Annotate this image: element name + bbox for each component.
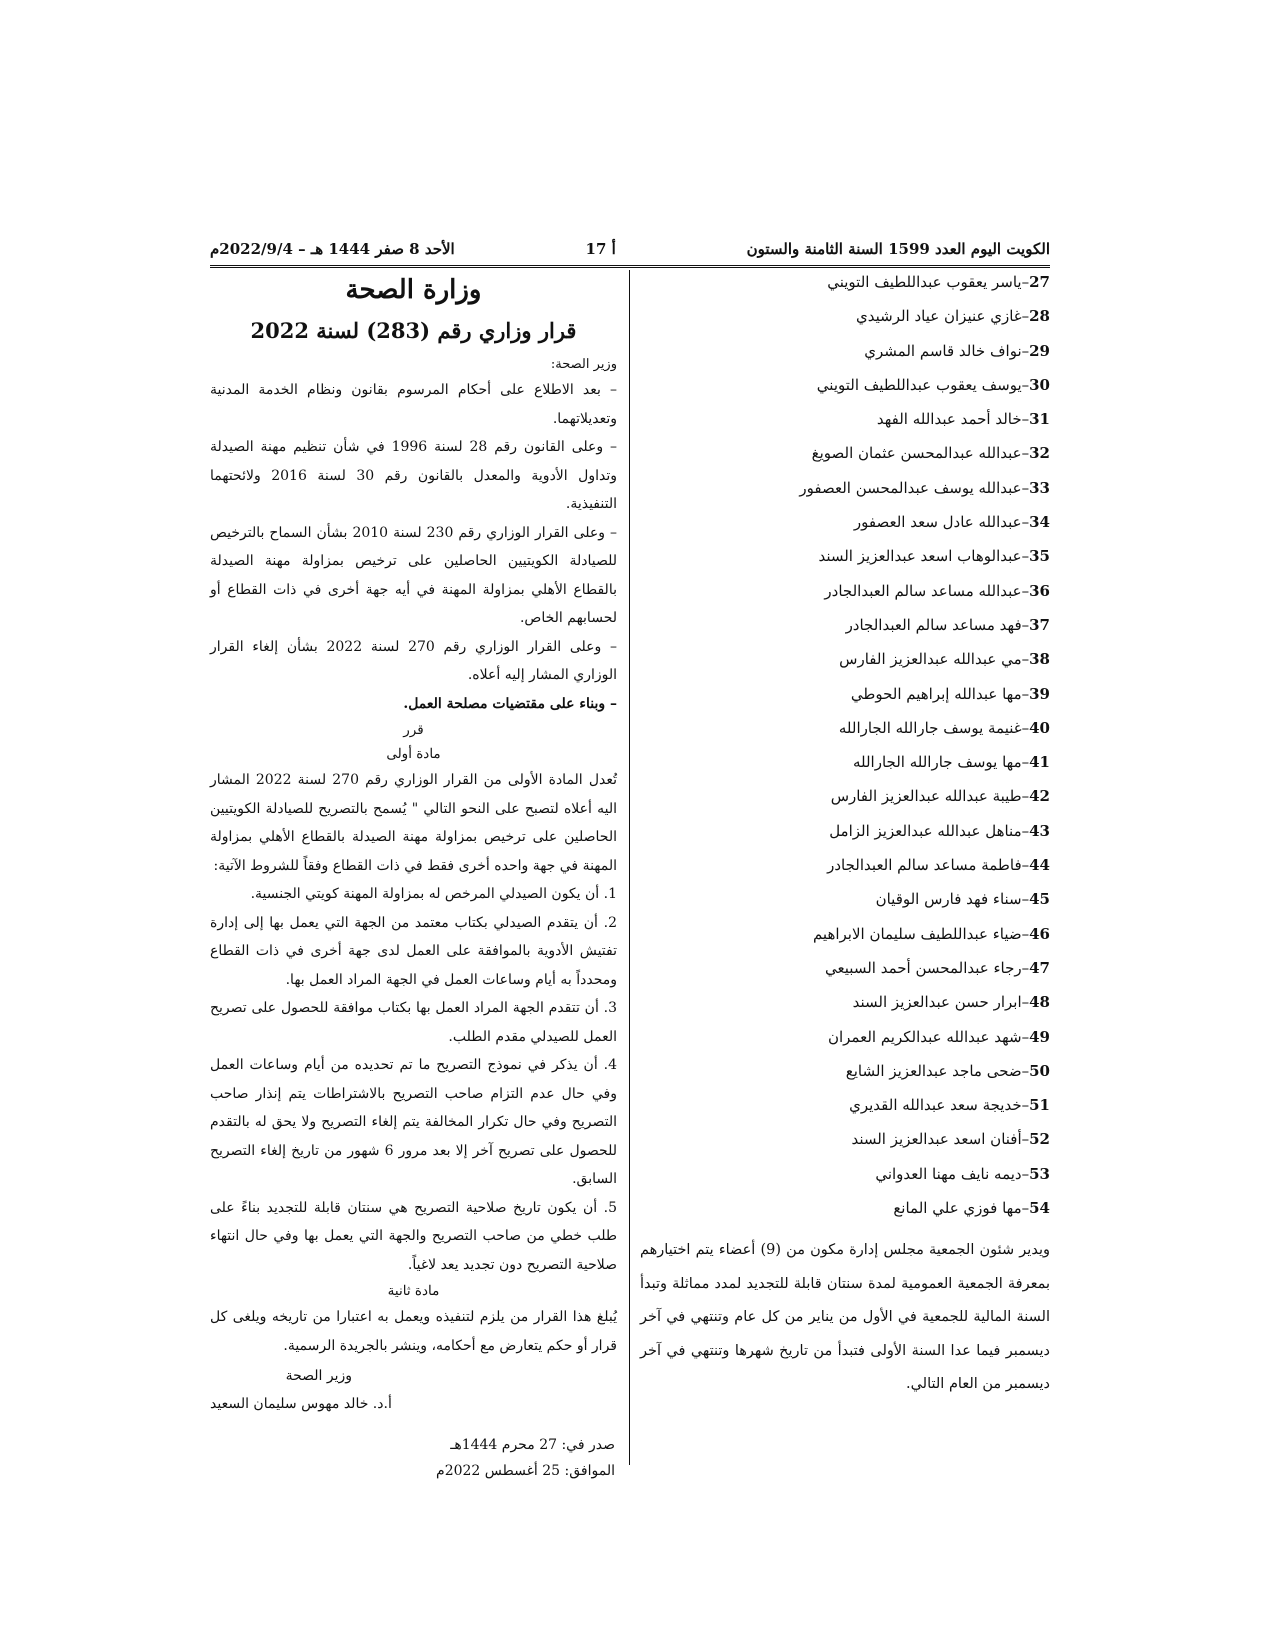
list-item-number: 41 xyxy=(1029,753,1050,772)
signature-block xyxy=(210,1362,617,1418)
list-item-name: –نواف خالد قاسم المشري xyxy=(864,341,1030,360)
list-item xyxy=(640,409,1050,443)
list-item-name: –ديمه نايف مهنا العدواني xyxy=(875,1164,1030,1183)
preamble-clause: – وعلى القرار الوزاري رقم 230 لسنة 2010 بشأن السماح بالترخيص للصيادلة الكويتيين الحاصلين على ترخيص بمزاولة مهنة الصيدلة بالقطاع الأهلي بمزاولة المهنة في أيه جهة أخرى في ذات القطاع أو لحسابهم الخاص. xyxy=(210,524,618,626)
list-item-number: 54 xyxy=(1029,1199,1050,1218)
list-item xyxy=(640,1164,1050,1198)
header-newspaper-issue: الكويت اليوم العدد 1599 السنة الثامنة والستون xyxy=(746,240,1050,258)
list-item-number: 40 xyxy=(1029,718,1050,737)
list-item xyxy=(640,718,1050,752)
list-item-name: –خالد أحمد عبدالله الفهد xyxy=(876,410,1030,429)
board-paragraph: ويدير شئون الجمعية مجلس إدارة مكون من (9) أعضاء يتم اختيارهم بمعرفة الجمعية العمومية لمدة سنتان قابلة للتجديد لمدد مماثلة وتبدأ السنة المالية للجمعية في الأول من يناير من كل عام وتنتهي في آخر ديسمبر فيما عدا السنة الأولى فتبدأ من تاريخ شهرها وتنتهي في آخر ديسمبر من العام التالي. xyxy=(640,1242,1050,1393)
list-item-number: 45 xyxy=(1029,890,1050,909)
preamble xyxy=(210,376,617,690)
header-date: الأحد 8 صفر 1444 هـ – 2022/9/4م xyxy=(210,240,455,258)
list-item xyxy=(640,546,1050,580)
list-item-name: –مها يوسف جارالله الجارالله xyxy=(852,753,1030,772)
list-item-number: 39 xyxy=(1029,684,1050,703)
list-item xyxy=(640,615,1050,649)
list-item xyxy=(640,443,1050,477)
list-item-number: 52 xyxy=(1029,1130,1050,1149)
list-item-number: 51 xyxy=(1029,1096,1050,1115)
list-item-name: –مها عبدالله إبراهيم الحوطي xyxy=(850,684,1030,703)
issue-date-block xyxy=(380,1432,615,1484)
list-item-name: –مها فوزي علي المانع xyxy=(893,1199,1030,1218)
list-item-number: 35 xyxy=(1029,547,1050,566)
list-item-number: 38 xyxy=(1029,650,1050,669)
preamble-clause: – بعد الاطلاع على أحكام المرسوم بقانون ونظام الخدمة المدنية وتعديلاتهما. xyxy=(210,382,617,427)
list-item-name: –عبدالوهاب اسعد عبدالعزيز السند xyxy=(818,547,1030,566)
condition-item: 4. أن يذكر في نموذج التصريح ما تم تحديده من أيام وساعات العمل وفي حال عدم التزام صاحب التصريح بالاشتراطات يتم إنذار صاحب التصريح وفي حال تكرار المخالفة يتم إلغاء التصريح ولا يحق له بالتقدم للحصول على تصريح آخر إلا بعد مرور 6 شهور من تاريخ إلغاء التصريح السابق. xyxy=(210,1057,617,1187)
condition-item: 1. أن يكون الصيدلي المرخص له بمزاولة المهنة كويتي الجنسية. xyxy=(250,886,617,902)
list-item-number: 46 xyxy=(1029,924,1050,943)
list-item-name: –مي عبدالله عبدالعزيز الفارس xyxy=(839,650,1030,669)
condition-item: 5. أن يكون تاريخ صلاحية التصريح هي سنتان قابلة للتجديد بناءً على طلب خطي من صاحب التصريح والجهة التي يعمل بها وفي حال انتهاء صلاحية التصريح دون تجديد يعد لاغياً. xyxy=(210,1199,617,1273)
list-item-name: –مناهل عبدالله عبدالعزيز الزامل xyxy=(829,821,1030,840)
decision-column xyxy=(210,272,617,1418)
list-item-name: –ضحى ماجد عبدالعزيز الشايع xyxy=(845,1061,1030,1080)
list-item-name: –عبدالله عادل سعد العصفور xyxy=(853,513,1030,532)
list-item-name: –رجاء عبدالمحسن أحمد السبيعي xyxy=(825,958,1030,977)
list-item-name: –عبدالله عبدالمحسن عثمان الصويغ xyxy=(811,444,1030,463)
list-item-number: 29 xyxy=(1029,341,1050,360)
list-item xyxy=(640,306,1050,340)
header-page-number: أ 17 xyxy=(585,240,616,258)
list-item-name: –ابرار حسن عبدالعزيز السند xyxy=(852,993,1030,1012)
list-item xyxy=(640,924,1050,958)
issued-on: صدر في: 27 محرم 1444هـ xyxy=(450,1437,615,1453)
list-item-name: –ياسر يعقوب عبداللطيف التويني xyxy=(827,273,1030,291)
list-item xyxy=(640,1129,1050,1163)
list-item-name: –فاطمة مساعد سالم العبدالجادر xyxy=(827,856,1030,875)
article-1-title: مادة أولى xyxy=(386,746,441,762)
list-item-name: –خديجة سعد عبدالله القديري xyxy=(849,1096,1030,1115)
list-item-number: 32 xyxy=(1029,444,1050,463)
list-item xyxy=(640,1198,1050,1232)
minister-intro: وزير الصحة: xyxy=(550,357,617,372)
list-item xyxy=(640,649,1050,683)
list-item-number: 27 xyxy=(1029,273,1050,291)
list-item-number: 50 xyxy=(1029,1061,1050,1080)
signature-title: وزير الصحة xyxy=(285,1368,352,1384)
list-item-number: 34 xyxy=(1029,513,1050,532)
article-2-text: يُبلغ هذا القرار من يلزم لتنفيذه ويعمل به اعتبارا من تاريخه ويلغى كل قرار أو حكم يتعارض مع أحكامه، وينشر بالجريدة الرسمية. xyxy=(210,1309,617,1354)
list-item-name: –أفنان اسعد عبدالعزيز السند xyxy=(851,1130,1030,1149)
list-item xyxy=(640,752,1050,786)
conditions-list xyxy=(210,880,617,1279)
header-rule xyxy=(210,265,1050,268)
list-item-name: –يوسف يعقوب عبداللطيف التويني xyxy=(816,375,1030,394)
list-item xyxy=(640,478,1050,512)
list-item xyxy=(640,889,1050,923)
list-item-number: 49 xyxy=(1029,1027,1050,1046)
list-item xyxy=(640,341,1050,375)
list-item xyxy=(640,375,1050,409)
list-item-number: 36 xyxy=(1029,581,1050,600)
list-item xyxy=(640,272,1050,306)
list-item-number: 43 xyxy=(1029,821,1050,840)
names-column xyxy=(640,272,1050,1416)
list-item-name: –غنيمة يوسف جارالله الجارالله xyxy=(838,718,1030,737)
names-list xyxy=(640,272,1050,1232)
based-on-clause: – وبناء على مقتضيات مصلحة العمل. xyxy=(403,695,617,712)
list-item xyxy=(640,958,1050,992)
list-item xyxy=(640,821,1050,855)
decision-title: قرار وزاري رقم (283) لسنة 2022 xyxy=(250,318,577,343)
list-item-name: –ضياء عبداللطيف سليمان الابراهيم xyxy=(812,924,1030,943)
list-item-number: 48 xyxy=(1029,993,1050,1012)
list-item-name: –عبدالله مساعد سالم العبدالجادر xyxy=(824,581,1030,600)
list-item xyxy=(640,1061,1050,1095)
list-item-name: –شهد عبدالله عبدالكريم العمران xyxy=(827,1027,1030,1046)
signature-name: أ.د. خالد مهوس سليمان السعيد xyxy=(210,1396,392,1412)
list-item-number: 30 xyxy=(1029,375,1050,394)
list-item-number: 31 xyxy=(1029,410,1050,429)
list-item-number: 28 xyxy=(1029,307,1050,326)
list-item-name: –فهد مساعد سالم العبدالجادر xyxy=(845,615,1030,634)
list-item-number: 42 xyxy=(1029,787,1050,806)
list-item xyxy=(640,581,1050,615)
article-2-title: مادة ثانية xyxy=(387,1283,440,1299)
list-item-number: 44 xyxy=(1029,856,1050,875)
list-item xyxy=(640,512,1050,546)
preamble-clause: – وعلى القرار الوزاري رقم 270 لسنة 2022 بشأن إلغاء القرار الوزاري المشار إليه أعلاه. xyxy=(210,638,618,683)
list-item xyxy=(640,786,1050,820)
preamble-clause: – وعلى القانون رقم 28 لسنة 1996 في شأن تنظيم مهنة الصيدلة وتداول الأدوية والمعدل بالقانون رقم 30 لسنة 2016 ولائحتهما التنفيذية. xyxy=(210,439,617,512)
list-item xyxy=(640,855,1050,889)
condition-item: 2. أن يتقدم الصيدلي بكتاب معتمد من الجهة التي يعمل بها إلى إدارة تفتيش الأدوية بالموافقة على العمل لدى جهة أخرى في ذات القطاع ومحدداً به أيام وساعات العمل في الجهة المراد العمل بها. xyxy=(210,914,617,988)
list-item-number: 33 xyxy=(1029,478,1050,497)
list-item xyxy=(640,684,1050,718)
list-item xyxy=(640,1027,1050,1061)
list-item xyxy=(640,1095,1050,1129)
article-1-text: تُعدل المادة الأولى من القرار الوزاري رقم 270 لسنة 2022 المشار اليه أعلاه لتصبح على النحو التالي " يُسمح بالتصريح للصيادلة الكويتيين الحاصلين على ترخيص بمزاولة مهنة الصيدلة بالقطاع الأهلي بمزاولة المهنة في جهة واحده أخرى فقط في ذات القطاع وفقاً للشروط الآتية: xyxy=(210,772,617,874)
list-item xyxy=(640,992,1050,1026)
list-item-number: 53 xyxy=(1029,1164,1050,1183)
list-item-number: 37 xyxy=(1029,615,1050,634)
page-header xyxy=(210,236,1050,262)
list-item-name: –عبدالله يوسف عبدالمحسن العصفور xyxy=(799,478,1030,497)
corresponding-date: الموافق: 25 أغسطس 2022م xyxy=(436,1463,615,1479)
decided-label: قرر xyxy=(403,722,424,738)
ministry-title: وزارة الصحة xyxy=(345,275,482,305)
list-item-name: –غازي عنيزان عياد الرشيدي xyxy=(856,307,1030,326)
list-item-name: –سناء فهد فارس الوقيان xyxy=(875,890,1030,909)
condition-item: 3. أن تتقدم الجهة المراد العمل بها بكتاب موافقة للحصول على تصريح العمل للصيدلي مقدم الطلب. xyxy=(210,1000,617,1045)
list-item-name: –طيبة عبدالله عبدالعزيز الفارس xyxy=(830,787,1030,806)
list-item-number: 47 xyxy=(1029,958,1050,977)
column-divider xyxy=(629,270,630,1465)
